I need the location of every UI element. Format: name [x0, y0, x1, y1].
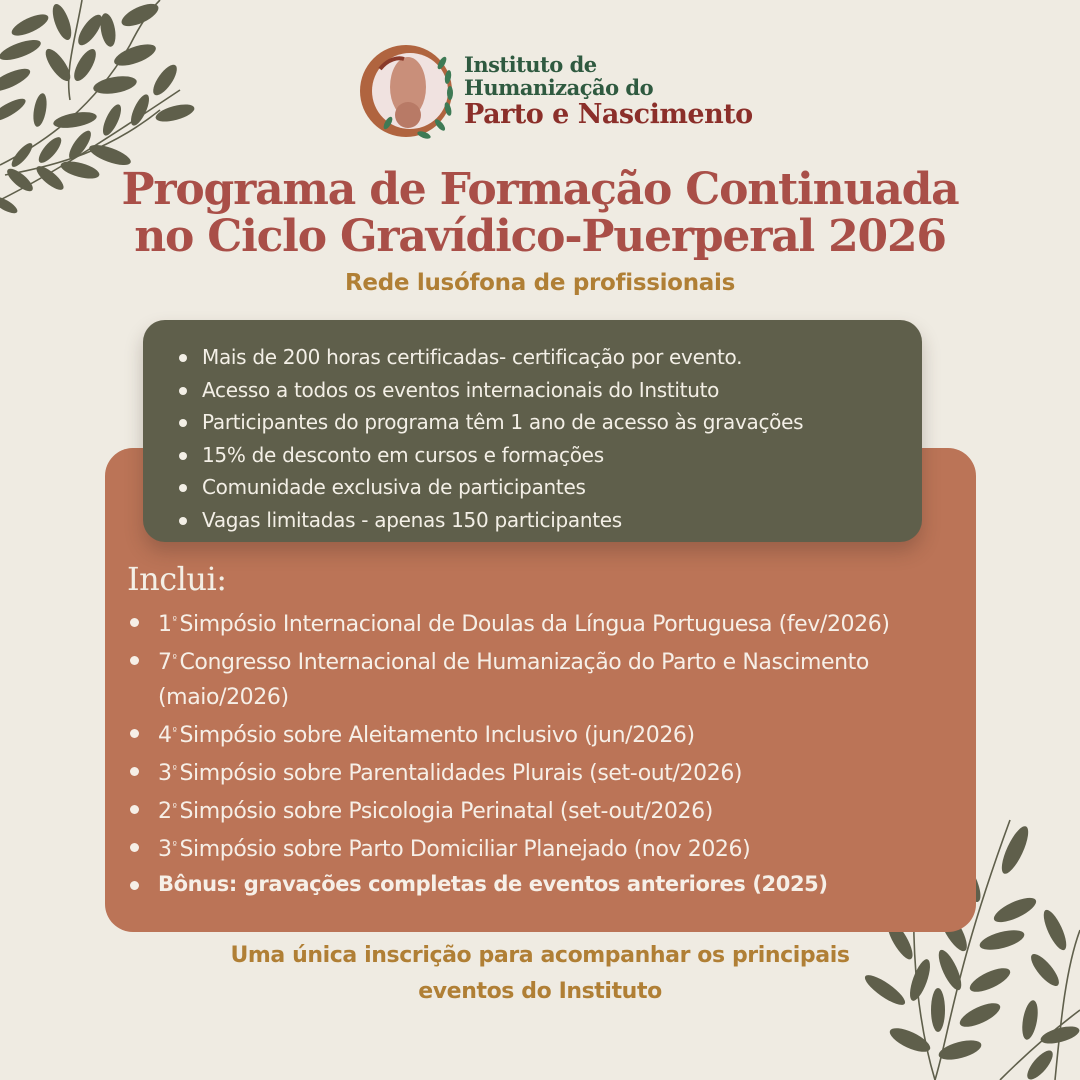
- event-number: 3: [158, 761, 172, 786]
- logo-line-2: Humanização do: [464, 75, 654, 100]
- benefit-item: 15% de desconto em cursos e formações: [177, 439, 922, 472]
- bonus-item: Bônus: gravações completas de eventos anteriores (2025): [127, 867, 977, 902]
- event-text: Simpósio sobre Parto Domiciliar Planejado (nov 2026): [179, 837, 751, 862]
- event-item: [127, 791, 977, 829]
- benefit-item: Participantes do programa têm 1 ano de acesso às gravações: [177, 406, 922, 439]
- page-subtitle: Rede lusófona de profissionais: [345, 270, 735, 296]
- ordinal-marker: º: [172, 616, 177, 626]
- includes-heading: Inclui:: [127, 560, 227, 598]
- event-text: Simpósio sobre Psicologia Perinatal (set-out/2026): [179, 799, 713, 824]
- footer-line-2: eventos do Instituto: [418, 979, 662, 1004]
- page-title: [0, 166, 1080, 260]
- event-item: [127, 829, 977, 867]
- logo-line-1: Instituto de: [464, 52, 597, 77]
- event-text: Simpósio sobre Aleitamento Inclusivo (jun/2026): [179, 723, 695, 748]
- benefit-item: Vagas limitadas - apenas 150 participantes: [177, 504, 922, 537]
- event-number: 7: [158, 650, 172, 675]
- ordinal-marker: º: [172, 765, 177, 775]
- event-text: Congresso Internacional de Humanização do Parto e Nascimento (maio/2026): [158, 650, 869, 710]
- benefit-item: Acesso a todos os eventos internacionais do Instituto: [177, 374, 922, 407]
- ordinal-marker: º: [172, 654, 177, 664]
- institute-logo: [358, 36, 758, 146]
- event-item: [127, 604, 977, 642]
- includes-list: [127, 604, 977, 902]
- ordinal-marker: º: [172, 727, 177, 737]
- benefit-item: Mais de 200 horas certificadas- certificação por evento.: [177, 341, 922, 374]
- fetus-in-womb-with-laurel-icon: [358, 39, 462, 143]
- event-text: Simpósio Internacional de Doulas da Língua Portuguesa (fev/2026): [179, 612, 890, 637]
- footer-tagline: [150, 938, 930, 1010]
- event-number: 1: [158, 612, 172, 637]
- title-line-1: Programa de Formação Continuada: [121, 164, 959, 215]
- event-text: Simpósio sobre Parentalidades Plurais (set-out/2026): [179, 761, 743, 786]
- event-item: [127, 715, 977, 753]
- event-number: 4: [158, 723, 172, 748]
- event-number: 2: [158, 799, 172, 824]
- logo-line-3: Parto e Nascimento: [464, 99, 753, 130]
- ordinal-marker: º: [172, 841, 177, 851]
- event-number: 3: [158, 837, 172, 862]
- event-item: [127, 753, 977, 791]
- benefit-item: Comunidade exclusiva de participantes: [177, 471, 922, 504]
- event-item: [127, 642, 977, 715]
- benefits-box: [143, 320, 922, 542]
- benefits-list: [177, 341, 922, 536]
- ordinal-marker: º: [172, 803, 177, 813]
- footer-line-1: Uma única inscrição para acompanhar os principais: [230, 943, 850, 968]
- title-line-2: no Ciclo Gravídico-Puerperal 2026: [134, 211, 946, 262]
